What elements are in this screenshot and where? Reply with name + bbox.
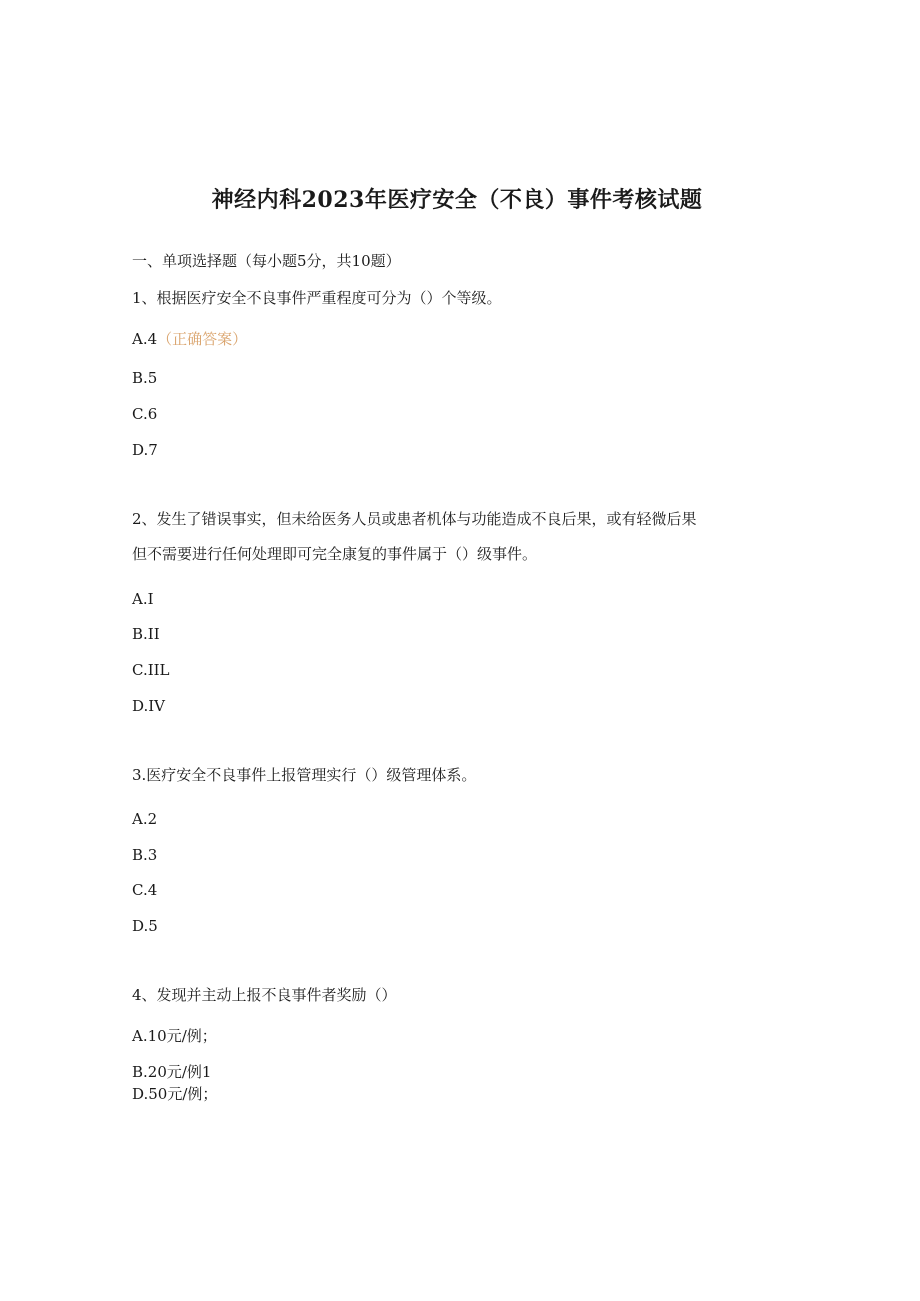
question-1-option-c: C.6 xyxy=(132,405,158,423)
question-2-text-line1: 2、发生了错误事实，但未给医务人员或患者机体与功能造成不良后果，或有轻微后果 xyxy=(132,510,697,528)
question-2-option-a: A.I xyxy=(132,590,154,608)
question-2-option-d: D.IV xyxy=(132,697,166,715)
question-2-option-b: B.II xyxy=(132,625,160,643)
page-title: 神经内科2023年医疗安全（不良）事件考核试题 xyxy=(211,187,703,213)
question-3-option-a: A.2 xyxy=(132,810,158,828)
question-4-option-a: A.10元/例； xyxy=(132,1027,217,1045)
question-3-option-b: B.3 xyxy=(132,846,158,864)
question-4-option-d: D.50元/例； xyxy=(132,1085,218,1103)
question-1-option-b: B.5 xyxy=(132,369,158,387)
question-2-text-line2: 但不需要进行任何处理即可完全康复的事件属于（）级事件。 xyxy=(132,545,538,563)
question-4-text: 4、发现并主动上报不良事件者奖励（） xyxy=(132,986,397,1004)
question-4-option-b: B.20元/例1 xyxy=(132,1063,212,1081)
section-heading: 一、单项选择题（每小题5分，共10题） xyxy=(132,252,401,270)
correct-answer-note: （正确答案） xyxy=(157,330,248,348)
option-label: A.4 xyxy=(132,330,158,348)
question-2-option-c: C.IIL xyxy=(132,661,170,679)
question-1-option-d: D.7 xyxy=(132,441,158,459)
question-3-option-d: D.5 xyxy=(132,917,158,935)
question-3-text: 3.医疗安全不良事件上报管理实行（）级管理体系。 xyxy=(132,766,477,784)
question-3-option-c: C.4 xyxy=(132,881,158,899)
question-1-option-a xyxy=(132,328,247,349)
question-1-text: 1、根据医疗安全不良事件严重程度可分为（）个等级。 xyxy=(132,289,502,307)
